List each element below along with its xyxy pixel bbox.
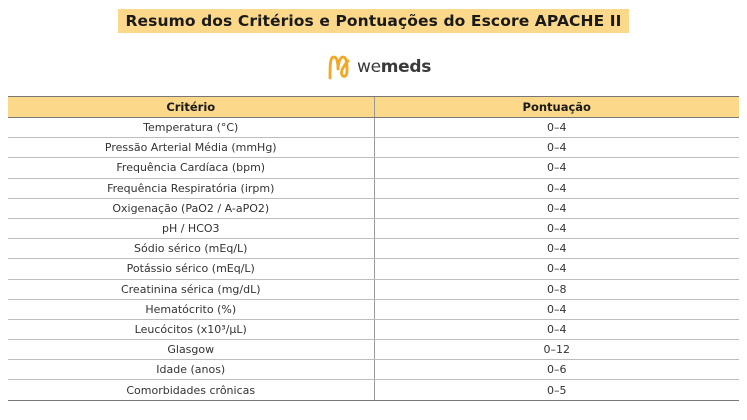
apache-criteria-table [8, 96, 739, 401]
criterion-cell: Potássio sérico (mEq/L) [8, 259, 374, 279]
table-row [8, 178, 739, 198]
logo-text: wemeds [357, 57, 432, 77]
column-header-pontuacao: Pontuação [374, 97, 739, 118]
table-row [8, 198, 739, 218]
score-range-cell: 0–8 [374, 279, 739, 299]
score-range-cell: 0–4 [374, 239, 739, 259]
score-range-cell: 0–6 [374, 360, 739, 380]
column-header-criterio: Critério [8, 97, 374, 118]
title-container [0, 9, 747, 33]
table-row [8, 218, 739, 238]
score-range-cell: 0–4 [374, 259, 739, 279]
table-row [8, 138, 739, 158]
criterion-cell: pH / HCO3 [8, 218, 374, 238]
table-row [8, 360, 739, 380]
table-row [8, 259, 739, 279]
score-range-cell: 0–4 [374, 158, 739, 178]
criterion-cell: Frequência Cardíaca (bpm) [8, 158, 374, 178]
criterion-cell: Glasgow [8, 340, 374, 360]
table-body [8, 118, 739, 401]
criterion-cell: Pressão Arterial Média (mmHg) [8, 138, 374, 158]
table-row [8, 340, 739, 360]
table-row [8, 158, 739, 178]
score-range-cell: 0–4 [374, 218, 739, 238]
score-range-cell: 0–4 [374, 299, 739, 319]
criterion-cell: Hematócrito (%) [8, 299, 374, 319]
table-header-row [8, 97, 739, 118]
table-row [8, 118, 739, 138]
score-range-cell: 0–4 [374, 198, 739, 218]
score-range-cell: 0–12 [374, 340, 739, 360]
table-row [8, 380, 739, 400]
criterion-cell: Comorbidades crônicas [8, 380, 374, 400]
score-range-cell: 0–5 [374, 380, 739, 400]
table-row [8, 299, 739, 319]
criterion-cell: Frequência Respiratória (irpm) [8, 178, 374, 198]
criterion-cell: Temperatura (°C) [8, 118, 374, 138]
table-row [8, 239, 739, 259]
table-row [8, 279, 739, 299]
score-range-cell: 0–4 [374, 178, 739, 198]
criterion-cell: Leucócitos (x10³/µL) [8, 319, 374, 339]
wemeds-logo [326, 52, 431, 82]
criterion-cell: Oxigenação (PaO2 / A-aPO2) [8, 198, 374, 218]
score-range-cell: 0–4 [374, 118, 739, 138]
score-range-cell: 0–4 [374, 319, 739, 339]
page-title: Resumo dos Critérios e Pontuações do Escore APACHE II [118, 9, 628, 33]
criterion-cell: Idade (anos) [8, 360, 374, 380]
table-row [8, 319, 739, 339]
criterion-cell: Creatinina sérica (mg/dL) [8, 279, 374, 299]
criterion-cell: Sódio sérico (mEq/L) [8, 239, 374, 259]
score-range-cell: 0–4 [374, 138, 739, 158]
wemeds-logo-icon [326, 53, 352, 81]
